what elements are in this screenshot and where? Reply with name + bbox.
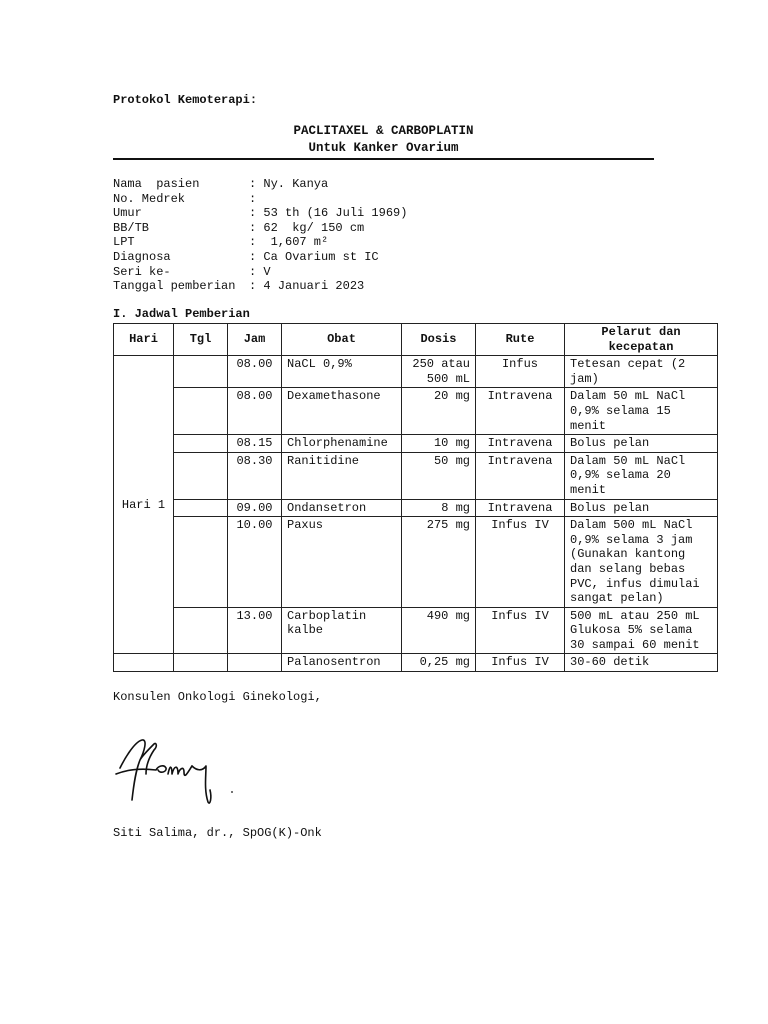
patient-field-label: Diagnosa [113, 249, 171, 264]
column-header: Tgl [174, 324, 228, 356]
route-cell: Intravena [476, 452, 565, 499]
route-cell: Intravena [476, 435, 565, 453]
table-row [114, 452, 718, 499]
patient-field-value: : Ny. Kanya [249, 177, 329, 191]
date-cell [174, 435, 228, 453]
drug-cell: Chlorphenamine [282, 435, 402, 453]
column-header: Rute [476, 324, 565, 356]
drug-cell: Carboplatin kalbe [282, 607, 402, 654]
date-cell [174, 356, 228, 388]
document-subtitle: Untuk Kanker Ovarium [308, 141, 459, 155]
patient-field-label: Tanggal pemberian [113, 279, 236, 294]
time-cell: 08.00 [228, 388, 282, 435]
drug-cell: Ondansetron [282, 499, 402, 517]
route-cell: Infus IV [476, 517, 565, 608]
patient-row [113, 250, 407, 265]
solvent-cell: 500 mL atau 250 mL Glukosa 5% selama 30 sampai 60 menit [565, 607, 718, 654]
day-cell: Hari 1 [114, 356, 174, 654]
patient-field-label: Nama pasien [113, 177, 200, 191]
route-cell: Infus [476, 356, 565, 388]
solvent-cell: Bolus pelan [565, 499, 718, 517]
date-cell [174, 517, 228, 608]
dose-cell: 0,25 mg [402, 654, 476, 672]
solvent-cell: Dalam 50 mL NaCl 0,9% selama 20 menit [565, 452, 718, 499]
table-header-row [114, 324, 718, 356]
solvent-cell: Bolus pelan [565, 435, 718, 453]
table-row [114, 388, 718, 435]
dose-cell: 20 mg [402, 388, 476, 435]
patient-row [113, 235, 407, 250]
document-title: PACLITAXEL & CARBOPLATIN [293, 124, 474, 138]
date-cell [174, 388, 228, 435]
title-block [113, 123, 654, 157]
solvent-cell: Tetesan cepat (2 jam) [565, 356, 718, 388]
table-row [114, 356, 718, 388]
patient-field-value: : 62 kg/ 150 cm [249, 220, 365, 235]
patient-field-label: LPT [113, 235, 135, 250]
column-header: Dosis [402, 324, 476, 356]
table-row [114, 654, 718, 672]
route-cell: Intravena [476, 388, 565, 435]
patient-field-value: : 1,607 m² [249, 235, 329, 250]
dose-cell: 275 mg [402, 517, 476, 608]
drug-cell: NaCL 0,9% [282, 356, 402, 388]
patient-info [113, 177, 407, 294]
patient-row [113, 192, 407, 207]
day-cell [114, 654, 174, 672]
route-cell: Infus IV [476, 654, 565, 672]
drug-cell: Ranitidine [282, 452, 402, 499]
time-cell: 13.00 [228, 607, 282, 654]
section-title: I. Jadwal Pemberian [113, 307, 250, 321]
table-row [114, 517, 718, 608]
solvent-cell: Dalam 50 mL NaCl 0,9% selama 15 menit [565, 388, 718, 435]
dose-cell: 490 mg [402, 607, 476, 654]
patient-field-label: BB/TB [113, 220, 150, 235]
drug-cell: Palanosentron [282, 654, 402, 672]
drug-cell: Paxus [282, 517, 402, 608]
column-header: Hari [114, 324, 174, 356]
patient-field-value: : 53 th (16 Juli 1969) [249, 206, 408, 221]
patient-field-label: Seri ke- [113, 264, 171, 279]
signature-image [112, 730, 242, 812]
closing-text: Konsulen Onkologi Ginekologi, [113, 690, 322, 704]
time-cell: 08.15 [228, 435, 282, 453]
time-cell: 08.30 [228, 452, 282, 499]
patient-row [113, 177, 407, 192]
time-cell [228, 654, 282, 672]
column-header: Pelarut dan kecepatan [565, 324, 718, 356]
date-cell [174, 654, 228, 672]
solvent-cell: Dalam 500 mL NaCl 0,9% selama 3 jam (Gunakan kantong dan selang bebas PVC, infus dimulai sangat pelan) [565, 517, 718, 608]
time-cell: 08.00 [228, 356, 282, 388]
column-header: Jam [228, 324, 282, 356]
title-divider [113, 158, 654, 160]
dose-cell: 8 mg [402, 499, 476, 517]
patient-field-label: No. Medrek [113, 191, 186, 206]
solvent-cell: 30-60 detik [565, 654, 718, 672]
drug-cell: Dexamethasone [282, 388, 402, 435]
column-header: Obat [282, 324, 402, 356]
patient-field-value: : 4 Januari 2023 [249, 279, 365, 294]
document-label: Protokol Kemoterapi: [113, 93, 258, 107]
dose-cell: 10 mg [402, 435, 476, 453]
patient-field-value: : V [249, 264, 271, 279]
signer-name: Siti Salima, dr., SpOG(K)-Onk [113, 826, 322, 840]
route-cell: Infus IV [476, 607, 565, 654]
date-cell [174, 452, 228, 499]
table-row [114, 435, 718, 453]
time-cell: 10.00 [228, 517, 282, 608]
date-cell [174, 607, 228, 654]
patient-row [113, 206, 407, 221]
date-cell [174, 499, 228, 517]
patient-row [113, 265, 407, 280]
patient-row [113, 279, 407, 294]
dose-cell: 50 mg [402, 452, 476, 499]
route-cell: Intravena [476, 499, 565, 517]
table-row [114, 499, 718, 517]
patient-field-value: : Ca Ovarium st IC [249, 249, 379, 264]
time-cell: 09.00 [228, 499, 282, 517]
patient-row [113, 221, 407, 236]
patient-field-value: : [249, 191, 257, 206]
patient-field-label: Umur [113, 206, 142, 221]
table-row [114, 607, 718, 654]
dose-cell: 250 atau 500 mL [402, 356, 476, 388]
schedule-table [113, 323, 718, 672]
